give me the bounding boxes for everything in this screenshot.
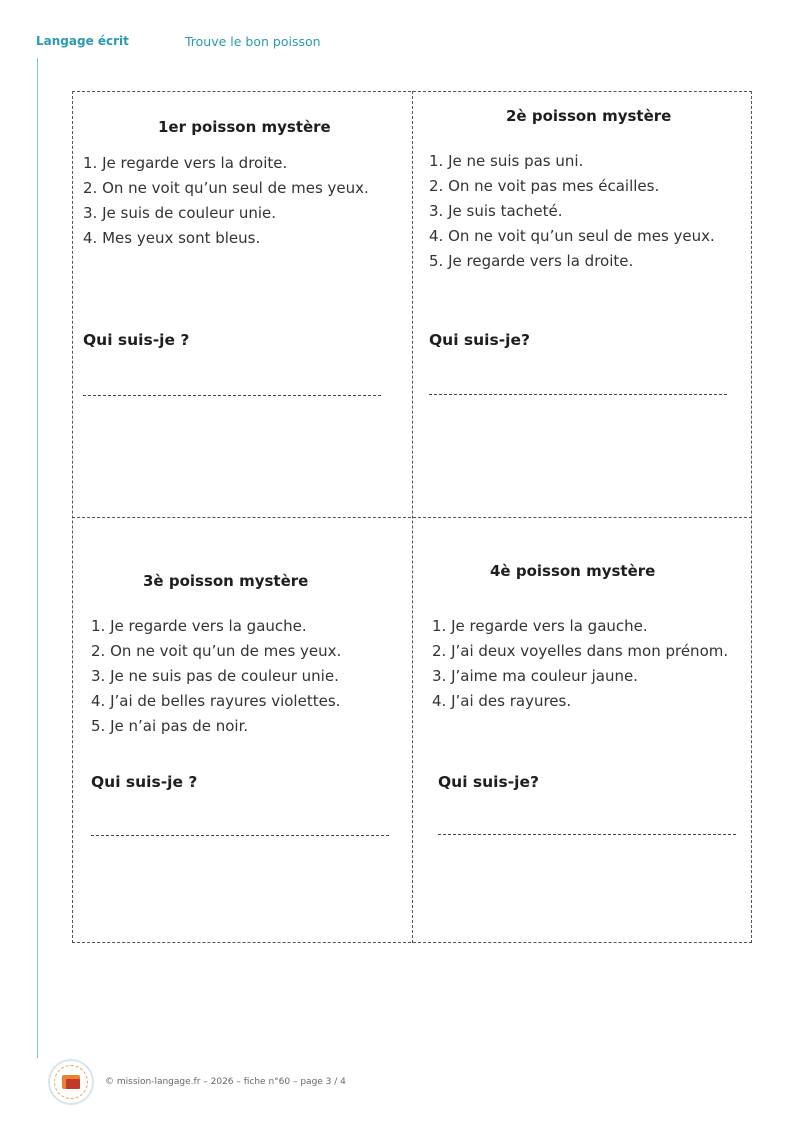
card-1-title: 1er poisson mystère	[158, 118, 331, 136]
clue-item: 2. On ne voit pas mes écailles.	[429, 177, 660, 195]
clue-item: 1. Je ne suis pas uni.	[429, 152, 584, 170]
mission-langage-logo	[48, 1059, 94, 1105]
card-3-question: Qui suis-je ?	[91, 773, 198, 791]
clue-item: 1. Je regarde vers la gauche.	[91, 617, 307, 635]
clue-item: 3. Je ne suis pas de couleur unie.	[91, 667, 339, 685]
book-icon	[66, 1079, 80, 1089]
clue-item: 4. J’ai de belles rayures violettes.	[91, 692, 341, 710]
card-4-answer-line[interactable]	[438, 834, 736, 835]
card-2-title: 2è poisson mystère	[506, 107, 672, 125]
clue-item: 4. J’ai des rayures.	[432, 692, 572, 710]
card-2-clues	[429, 149, 715, 274]
clue-item: 2. J’ai deux voyelles dans mon prénom.	[432, 642, 729, 660]
card-1-question: Qui suis-je ?	[83, 331, 190, 349]
card-1-answer-line[interactable]	[83, 395, 381, 396]
clue-item: 5. Je regarde vers la droite.	[429, 252, 634, 270]
margin-line	[37, 58, 38, 1058]
clue-item: 2. On ne voit qu’un seul de mes yeux.	[83, 179, 369, 197]
card-2-question: Qui suis-je?	[429, 331, 530, 349]
clue-item: 5. Je n’ai pas de noir.	[91, 717, 249, 735]
clue-item: 4. Mes yeux sont bleus.	[83, 229, 261, 247]
clue-item: 4. On ne voit qu’un seul de mes yeux.	[429, 227, 715, 245]
footer-copyright: © mission-langage.fr – 2026 – fiche n°60 – page 3 / 4	[105, 1077, 346, 1087]
clue-item: 3. J’aime ma couleur jaune.	[432, 667, 638, 685]
clue-item: 1. Je regarde vers la gauche.	[432, 617, 648, 635]
subject-label: Langage écrit	[36, 34, 129, 48]
card-4-title: 4è poisson mystère	[490, 562, 656, 580]
card-3-answer-line[interactable]	[91, 835, 389, 836]
card-2-answer-line[interactable]	[429, 394, 727, 395]
clue-item: 2. On ne voit qu’un de mes yeux.	[91, 642, 342, 660]
worksheet-topic: Trouve le bon poisson	[185, 34, 321, 49]
card-4-question: Qui suis-je?	[438, 773, 539, 791]
card-3-clues	[91, 614, 341, 739]
card-3-title: 3è poisson mystère	[143, 572, 309, 590]
grid-horizontal-divider	[72, 517, 752, 518]
card-1-clues	[83, 151, 369, 251]
clue-item: 3. Je suis de couleur unie.	[83, 204, 277, 222]
card-4-clues	[432, 614, 728, 714]
clue-item: 1. Je regarde vers la droite.	[83, 154, 288, 172]
clue-item: 3. Je suis tacheté.	[429, 202, 563, 220]
